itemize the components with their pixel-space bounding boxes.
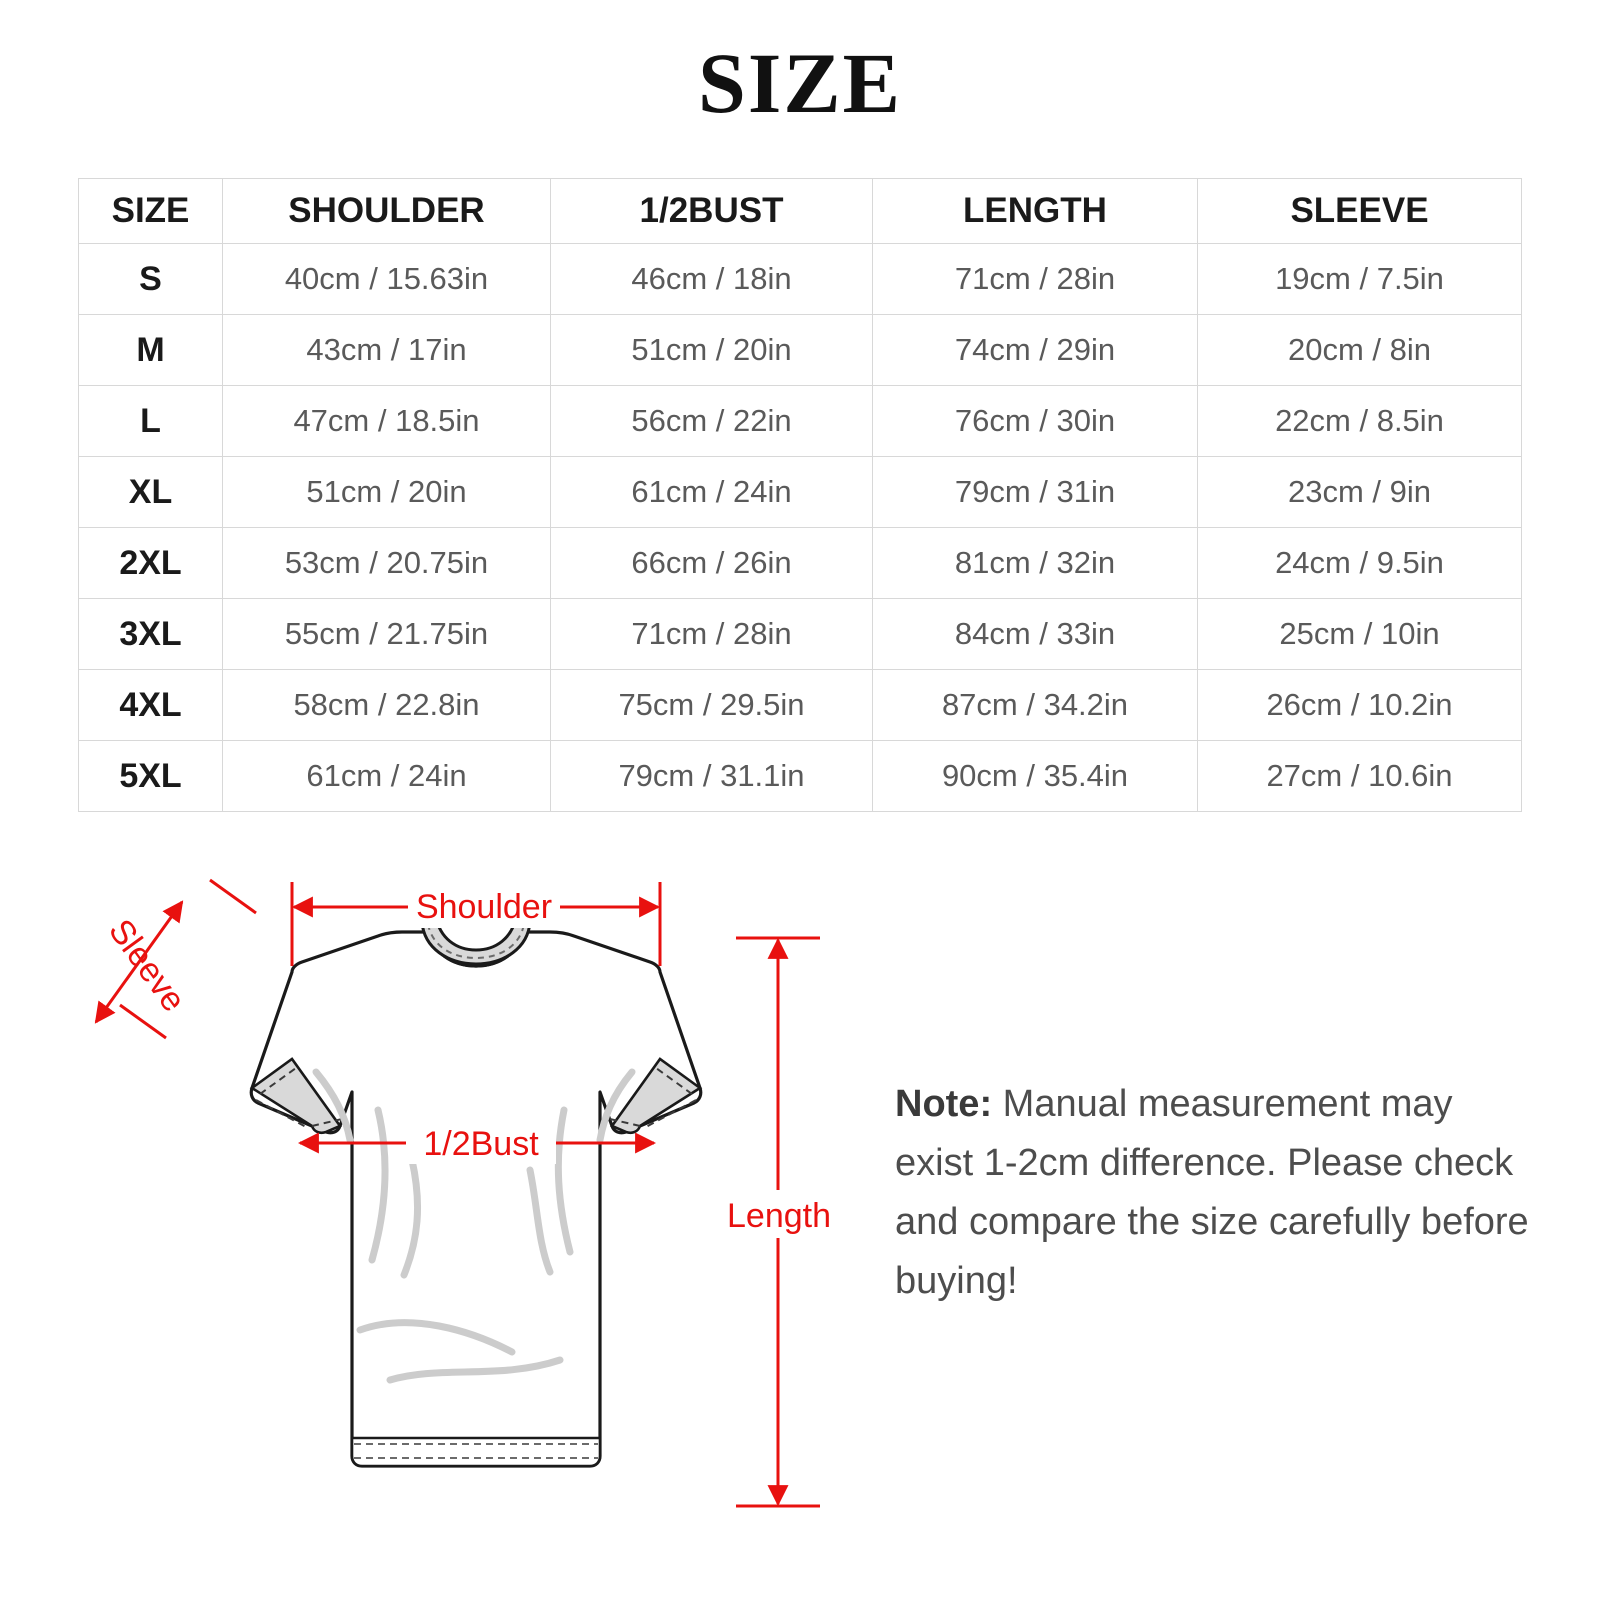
- cell-length: 84cm / 33in: [873, 599, 1198, 670]
- bust-label: 1/2Bust: [423, 1125, 539, 1163]
- cell-sleeve: 19cm / 7.5in: [1198, 244, 1522, 315]
- cell-size: L: [79, 386, 223, 457]
- note-block: [895, 1075, 1540, 1311]
- cell-size: 4XL: [79, 670, 223, 741]
- cell-shoulder: 51cm / 20in: [223, 457, 551, 528]
- cell-length: 90cm / 35.4in: [873, 741, 1198, 812]
- note-text: Manual measurement may exist 1-2cm difference. Please check and compare the size carefully before buying!: [895, 1083, 1529, 1302]
- cell-bust: 71cm / 28in: [551, 599, 873, 670]
- cell-shoulder: 47cm / 18.5in: [223, 386, 551, 457]
- table-row: [79, 599, 1522, 670]
- shoulder-label: Shoulder: [415, 888, 553, 926]
- sleeve-dimension: [96, 880, 256, 1038]
- cell-shoulder: 61cm / 24in: [223, 741, 551, 812]
- table-header-row: [79, 179, 1522, 244]
- tshirt-illustration: [251, 917, 701, 1466]
- cell-bust: 56cm / 22in: [551, 386, 873, 457]
- cell-sleeve: 26cm / 10.2in: [1198, 670, 1522, 741]
- table-row: [79, 244, 1522, 315]
- cell-bust: 66cm / 26in: [551, 528, 873, 599]
- cell-size: XL: [79, 457, 223, 528]
- length-dimension: [727, 938, 831, 1506]
- cell-bust: 75cm / 29.5in: [551, 670, 873, 741]
- cell-length: 76cm / 30in: [873, 386, 1198, 457]
- table-row: [79, 457, 1522, 528]
- cell-size: 2XL: [79, 528, 223, 599]
- cell-length: 74cm / 29in: [873, 315, 1198, 386]
- cell-shoulder: 43cm / 17in: [223, 315, 551, 386]
- page-title: SIZE: [697, 35, 903, 131]
- column-header-size: SIZE: [79, 179, 223, 244]
- column-header-bust: 1/2BUST: [551, 179, 873, 244]
- cell-shoulder: 53cm / 20.75in: [223, 528, 551, 599]
- note-label: Note:: [895, 1083, 993, 1125]
- table-row: [79, 315, 1522, 386]
- table-row: [79, 741, 1522, 812]
- cell-bust: 46cm / 18in: [551, 244, 873, 315]
- sleeve-label: Sleeve: [100, 912, 193, 1019]
- table-row: [79, 670, 1522, 741]
- cell-sleeve: 25cm / 10in: [1198, 599, 1522, 670]
- cell-sleeve: 22cm / 8.5in: [1198, 386, 1522, 457]
- cell-shoulder: 55cm / 21.75in: [223, 599, 551, 670]
- column-header-sleeve: SLEEVE: [1198, 179, 1522, 244]
- cell-bust: 61cm / 24in: [551, 457, 873, 528]
- cell-length: 71cm / 28in: [873, 244, 1198, 315]
- cell-size: S: [79, 244, 223, 315]
- cell-size: 5XL: [79, 741, 223, 812]
- column-header-length: LENGTH: [873, 179, 1198, 244]
- cell-sleeve: 27cm / 10.6in: [1198, 741, 1522, 812]
- length-label: Length: [727, 1197, 831, 1235]
- cell-bust: 79cm / 31.1in: [551, 741, 873, 812]
- cell-shoulder: 40cm / 15.63in: [223, 244, 551, 315]
- cell-shoulder: 58cm / 22.8in: [223, 670, 551, 741]
- cell-size: 3XL: [79, 599, 223, 670]
- cell-length: 81cm / 32in: [873, 528, 1198, 599]
- cell-sleeve: 24cm / 9.5in: [1198, 528, 1522, 599]
- cell-size: M: [79, 315, 223, 386]
- cell-sleeve: 20cm / 8in: [1198, 315, 1522, 386]
- cell-sleeve: 23cm / 9in: [1198, 457, 1522, 528]
- column-header-shoulder: SHOULDER: [223, 179, 551, 244]
- size-chart-table: [78, 178, 1522, 812]
- cell-length: 79cm / 31in: [873, 457, 1198, 528]
- table-row: [79, 528, 1522, 599]
- table-row: [79, 386, 1522, 457]
- cell-length: 87cm / 34.2in: [873, 670, 1198, 741]
- cell-bust: 51cm / 20in: [551, 315, 873, 386]
- tshirt-measurement-diagram: [60, 860, 860, 1560]
